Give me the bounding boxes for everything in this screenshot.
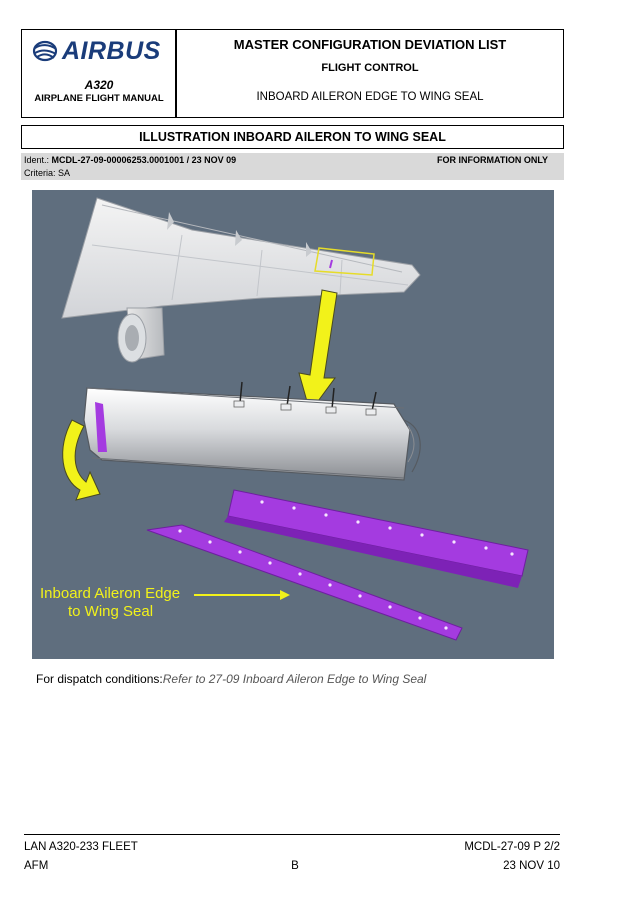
callout-arrow	[194, 590, 290, 600]
callout-line-2: to Wing Seal	[68, 603, 154, 620]
illustration-title: ILLUSTRATION INBOARD AILERON TO WING SEAL	[21, 125, 564, 149]
illustration-panel	[32, 190, 554, 659]
logo-text: AIRBUS	[62, 36, 161, 65]
callout-line-1: Inboard Aileron Edge	[40, 585, 181, 602]
item-title: INBOARD AILERON EDGE TO WING SEAL	[256, 91, 484, 103]
revision-date: 23 NOV 10	[503, 860, 560, 872]
fleet-label: LAN A320-233 FLEET	[24, 841, 138, 853]
ident-label: Ident.:	[24, 155, 52, 165]
info-only-note: FOR INFORMATION ONLY	[437, 155, 548, 165]
aileron-seal-illustration	[32, 190, 554, 659]
criteria-line: Criteria: SA	[24, 168, 71, 178]
ident-line	[24, 155, 236, 165]
manual-abbreviation: AFM	[24, 860, 49, 872]
footer-rule	[24, 834, 560, 835]
manual-name: AIRPLANE FLIGHT MANUAL	[34, 93, 164, 104]
chapter-title: FLIGHT CONTROL	[321, 62, 419, 74]
aircraft-type: A320	[84, 78, 114, 92]
airbus-emblem-icon	[32, 40, 58, 62]
dispatch-conditions	[36, 672, 426, 686]
page-reference: MCDL-27-09 P 2/2	[464, 841, 560, 853]
wing-drawing	[62, 198, 420, 362]
airbus-logo	[32, 38, 167, 64]
zoom-arrow	[299, 290, 337, 412]
dispatch-reference-link[interactable]: Refer to 27-09 Inboard Aileron Edge to Wing Seal	[162, 672, 427, 686]
ident-value: MCDL-27-09-00006253.0001001 / 23 NOV 09	[51, 155, 237, 165]
revision-letter: B	[291, 860, 299, 872]
aileron-drawing	[84, 382, 420, 480]
document-title: MASTER CONFIGURATION DEVIATION LIST	[233, 37, 507, 52]
dispatch-label: For dispatch conditions:	[36, 672, 163, 686]
